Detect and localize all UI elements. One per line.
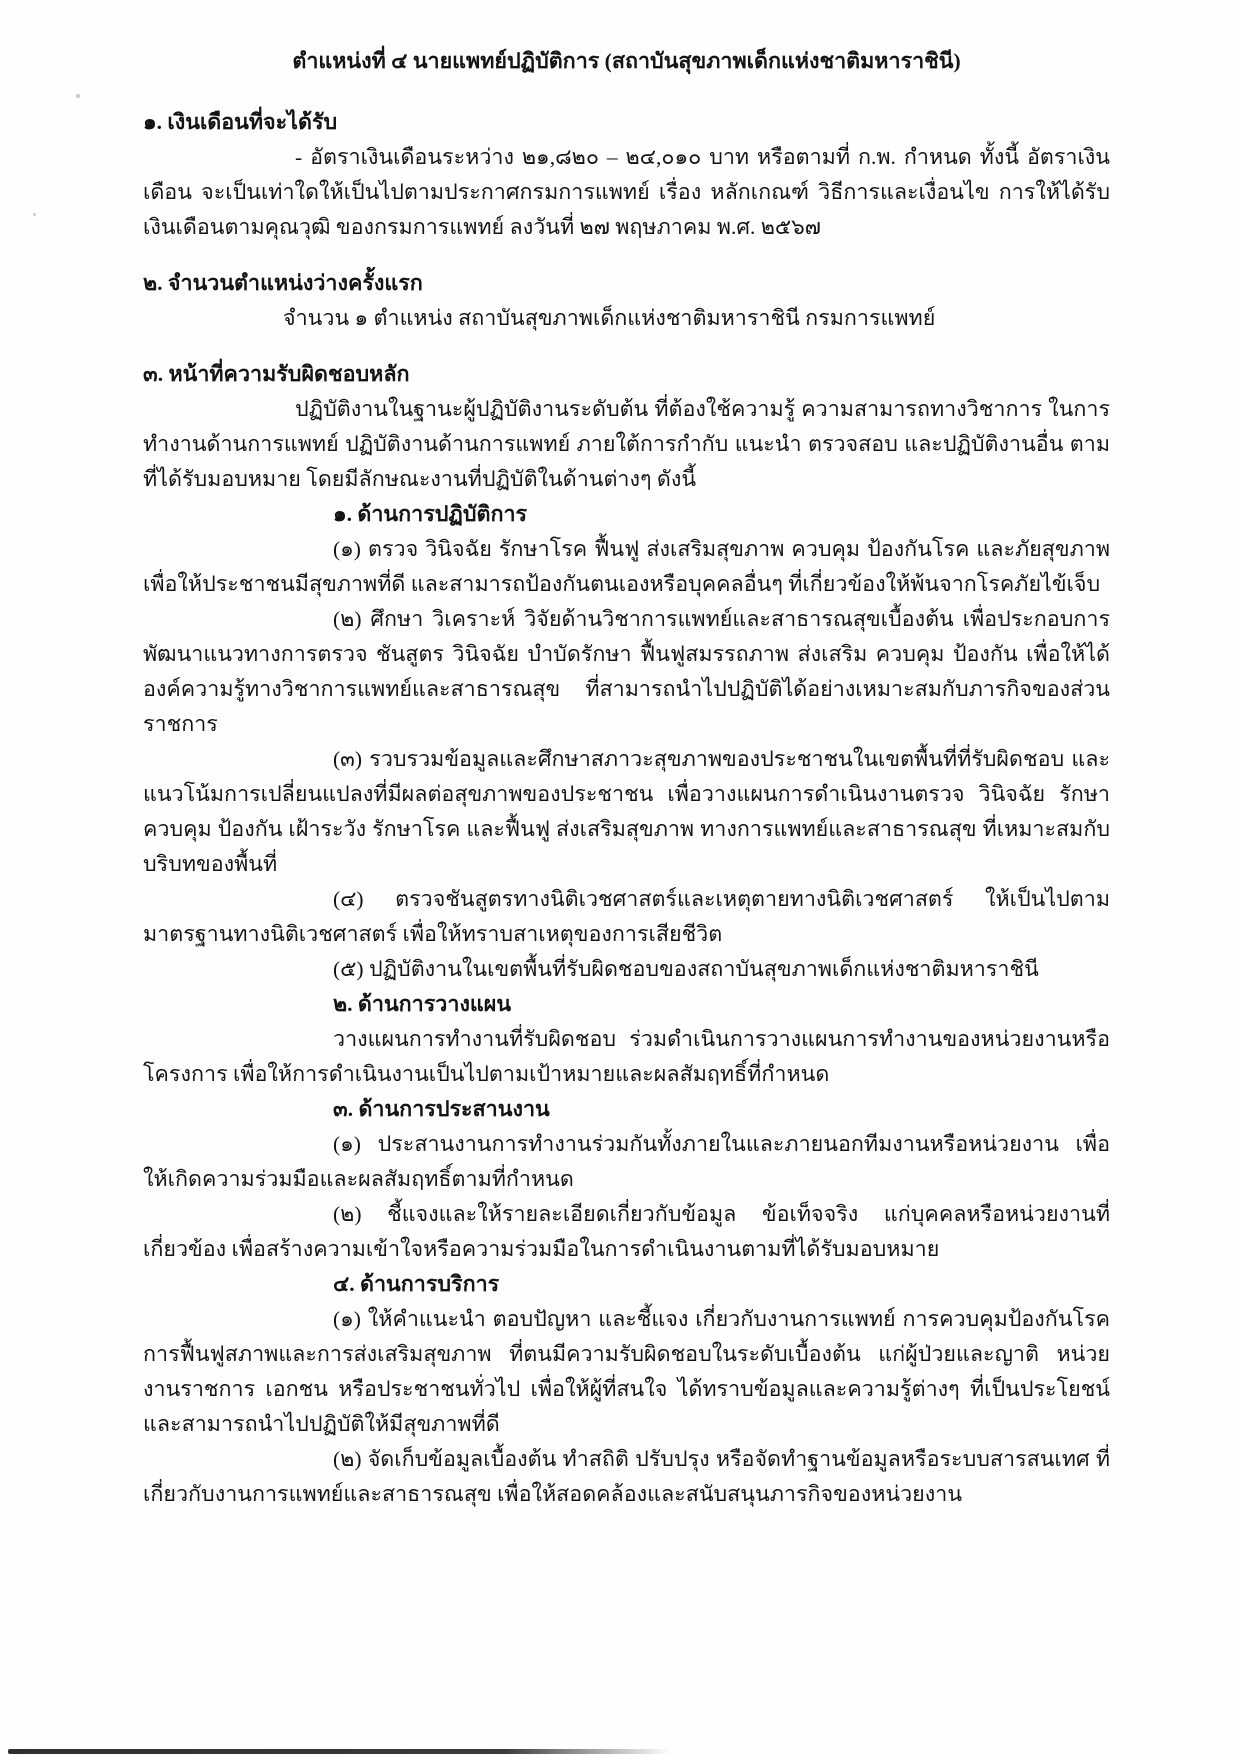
service-item-2: (๒) จัดเก็บข้อมูลเบื้องต้น ทำสถิติ ปรับปรุง หรือจัดทำฐานข้อมูลหรือระบบสารสนเทศ ที่เกี่ยวกับงานการแพทย์และสาธารณสุข เพื่อให้สอดคล้องและสนับสนุนภารกิจของหน่วยงาน (143, 1447, 1110, 1506)
section-duties-intro: ปฏิบัติงานในฐานะผู้ปฏิบัติงานระดับต้น ที่ต้องใช้ความรู้ ความสามารถทางวิชาการ ในการทำงานด้านการแพทย์ ปฏิบัติงานด้านการแพทย์ ภายใต้การกำกับ แนะนำ ตรวจสอบ และปฏิบัติงานอื่น ตามที่ได้รับมอบหมาย โดยมีลักษณะงานที่ปฏิบัติในด้านต่างๆ ดังนี้ (143, 397, 1110, 491)
planning-item-1: วางแผนการทำงานที่รับผิดชอบ ร่วมดำเนินการวางแผนการทำงานของหน่วยงานหรือโครงการ เพื่อให้การดำเนินงานเป็นไปตามเป้าหมายและผลสัมฤทธิ์ที่กำหนด (143, 1027, 1110, 1086)
scan-speck (76, 94, 80, 98)
coordination-item-1: (๑) ประสานงานการทำงานร่วมกันทั้งภายในและภายนอกทีมงานหรือหน่วยงาน เพื่อให้เกิดความร่วมมือและผลสัมฤทธิ์ตามที่กำหนด (143, 1132, 1110, 1191)
scan-artifact-bar (8, 1749, 670, 1754)
operations-item-1: (๑) ตรวจ วินิจฉัย รักษาโรค ฟื้นฟู ส่งเสริมสุขภาพ ควบคุม ป้องกันโรค และภัยสุขภาพ เพื่อให้ประชาชนมีสุขภาพที่ดี และสามารถป้องกันตนเองหรือบุคคลอื่นๆ ที่เกี่ยวข้องให้พ้นจากโรคภัยไข้เจ็บ (143, 537, 1110, 596)
section-vacancy-heading: ๒. จำนวนตำแหน่งว่างครั้งแรก (143, 271, 423, 295)
section-vacancy-line: จำนวน ๑ ตำแหน่ง สถาบันสุขภาพเด็กแห่งชาติมหาราชินี กรมการแพทย์ (283, 306, 936, 330)
page-title: ตำแหน่งที่ ๔ นายแพทย์ปฏิบัติการ (สถาบันสุขภาพเด็กแห่งชาติมหาราชินี) (292, 49, 961, 73)
subsection-service-heading: ๔. ด้านการบริการ (333, 1272, 500, 1296)
section-salary-heading: ๑. เงินเดือนที่จะได้รับ (143, 110, 338, 134)
operations-item-2: (๒) ศึกษา วิเคราะห์ วิจัยด้านวิชาการแพทย์และสาธารณสุขเบื้องต้น เพื่อประกอบการพัฒนาแนวทางการตรวจ ชันสูตร วินิจฉัย บำบัดรักษา ฟื้นฟูสมรรถภาพ ส่งเสริม ควบคุม ป้องกัน เพื่อให้ได้องค์ความรู้ทางวิชาการแพทย์และสาธารณสุข ที่สามารถนำไปปฏิบัติได้อย่างเหมาะสมกับภารกิจของส่วนราชการ (143, 607, 1110, 736)
operations-item-5: (๕) ปฏิบัติงานในเขตพื้นที่รับผิดชอบของสถาบันสุขภาพเด็กแห่งชาติมหาราชินี (333, 957, 1039, 981)
section-salary-paragraph: - อัตราเงินเดือนระหว่าง ๒๑,๘๒๐ – ๒๔,๐๑๐ บาท หรือตามที่ ก.พ. กำหนด ทั้งนี้ อัตราเงินเดือน จะเป็นเท่าใดให้เป็นไปตามประกาศกรมการแพทย์ เรื่อง หลักเกณฑ์ วิธีการและเงื่อนไข การให้ได้รับเงินเดือนตามคุณวุฒิ ของกรมการแพทย์ ลงวันที่ ๒๗ พฤษภาคม พ.ศ. ๒๕๖๗ (143, 145, 1110, 239)
coordination-item-2: (๒) ชี้แจงและให้รายละเอียดเกี่ยวกับข้อมูล ข้อเท็จจริง แก่บุคคลหรือหน่วยงานที่เกี่ยวข้อง เพื่อสร้างความเข้าใจหรือความร่วมมือในการดำเนินงานตามที่ได้รับมอบหมาย (143, 1202, 1110, 1261)
service-item-1: (๑) ให้คำแนะนำ ตอบปัญหา และชี้แจง เกี่ยวกับงานการแพทย์ การควบคุมป้องกันโรค การฟื้นฟูสภาพและการส่งเสริมสุขภาพ ที่ตนมีความรับผิดชอบในระดับเบื้องต้น แก่ผู้ป่วยและญาติ หน่วยงานราชการ เอกชน หรือประชาชนทั่วไป เพื่อให้ผู้ที่สนใจ ได้ทราบข้อมูลและความรู้ต่างๆ ที่เป็นประโยชน์ และสามารถนำไปปฏิบัติให้มีสุขภาพที่ดี (143, 1307, 1110, 1436)
operations-item-3: (๓) รวบรวมข้อมูลและศึกษาสภาวะสุขภาพของประชาชนในเขตพื้นที่ที่รับผิดชอบ และแนวโน้มการเปลี่ยนแปลงที่มีผลต่อสุขภาพของประชาชน เพื่อวางแผนการดำเนินงานตรวจ วินิจฉัย รักษา ควบคุม ป้องกัน เฝ้าระวัง รักษาโรค และฟื้นฟู ส่งเสริมสุขภาพ ทางการแพทย์และสาธารณสุข ที่เหมาะสมกับบริบทของพื้นที่ (143, 747, 1110, 876)
operations-item-4: (๔) ตรวจชันสูตรทางนิติเวชศาสตร์และเหตุตายทางนิติเวชศาสตร์ ให้เป็นไปตามมาตรฐานทางนิติเวชศาสตร์ เพื่อให้ทราบสาเหตุของการเสียชีวิต (143, 887, 1110, 946)
subsection-coordination-heading: ๓. ด้านการประสานงาน (333, 1097, 550, 1121)
subsection-operations-heading: ๑. ด้านการปฏิบัติการ (333, 502, 528, 526)
subsection-planning-heading: ๒. ด้านการวางแผน (333, 992, 512, 1016)
scan-speck (33, 213, 36, 216)
section-duties-heading: ๓. หน้าที่ความรับผิดชอบหลัก (143, 362, 410, 386)
